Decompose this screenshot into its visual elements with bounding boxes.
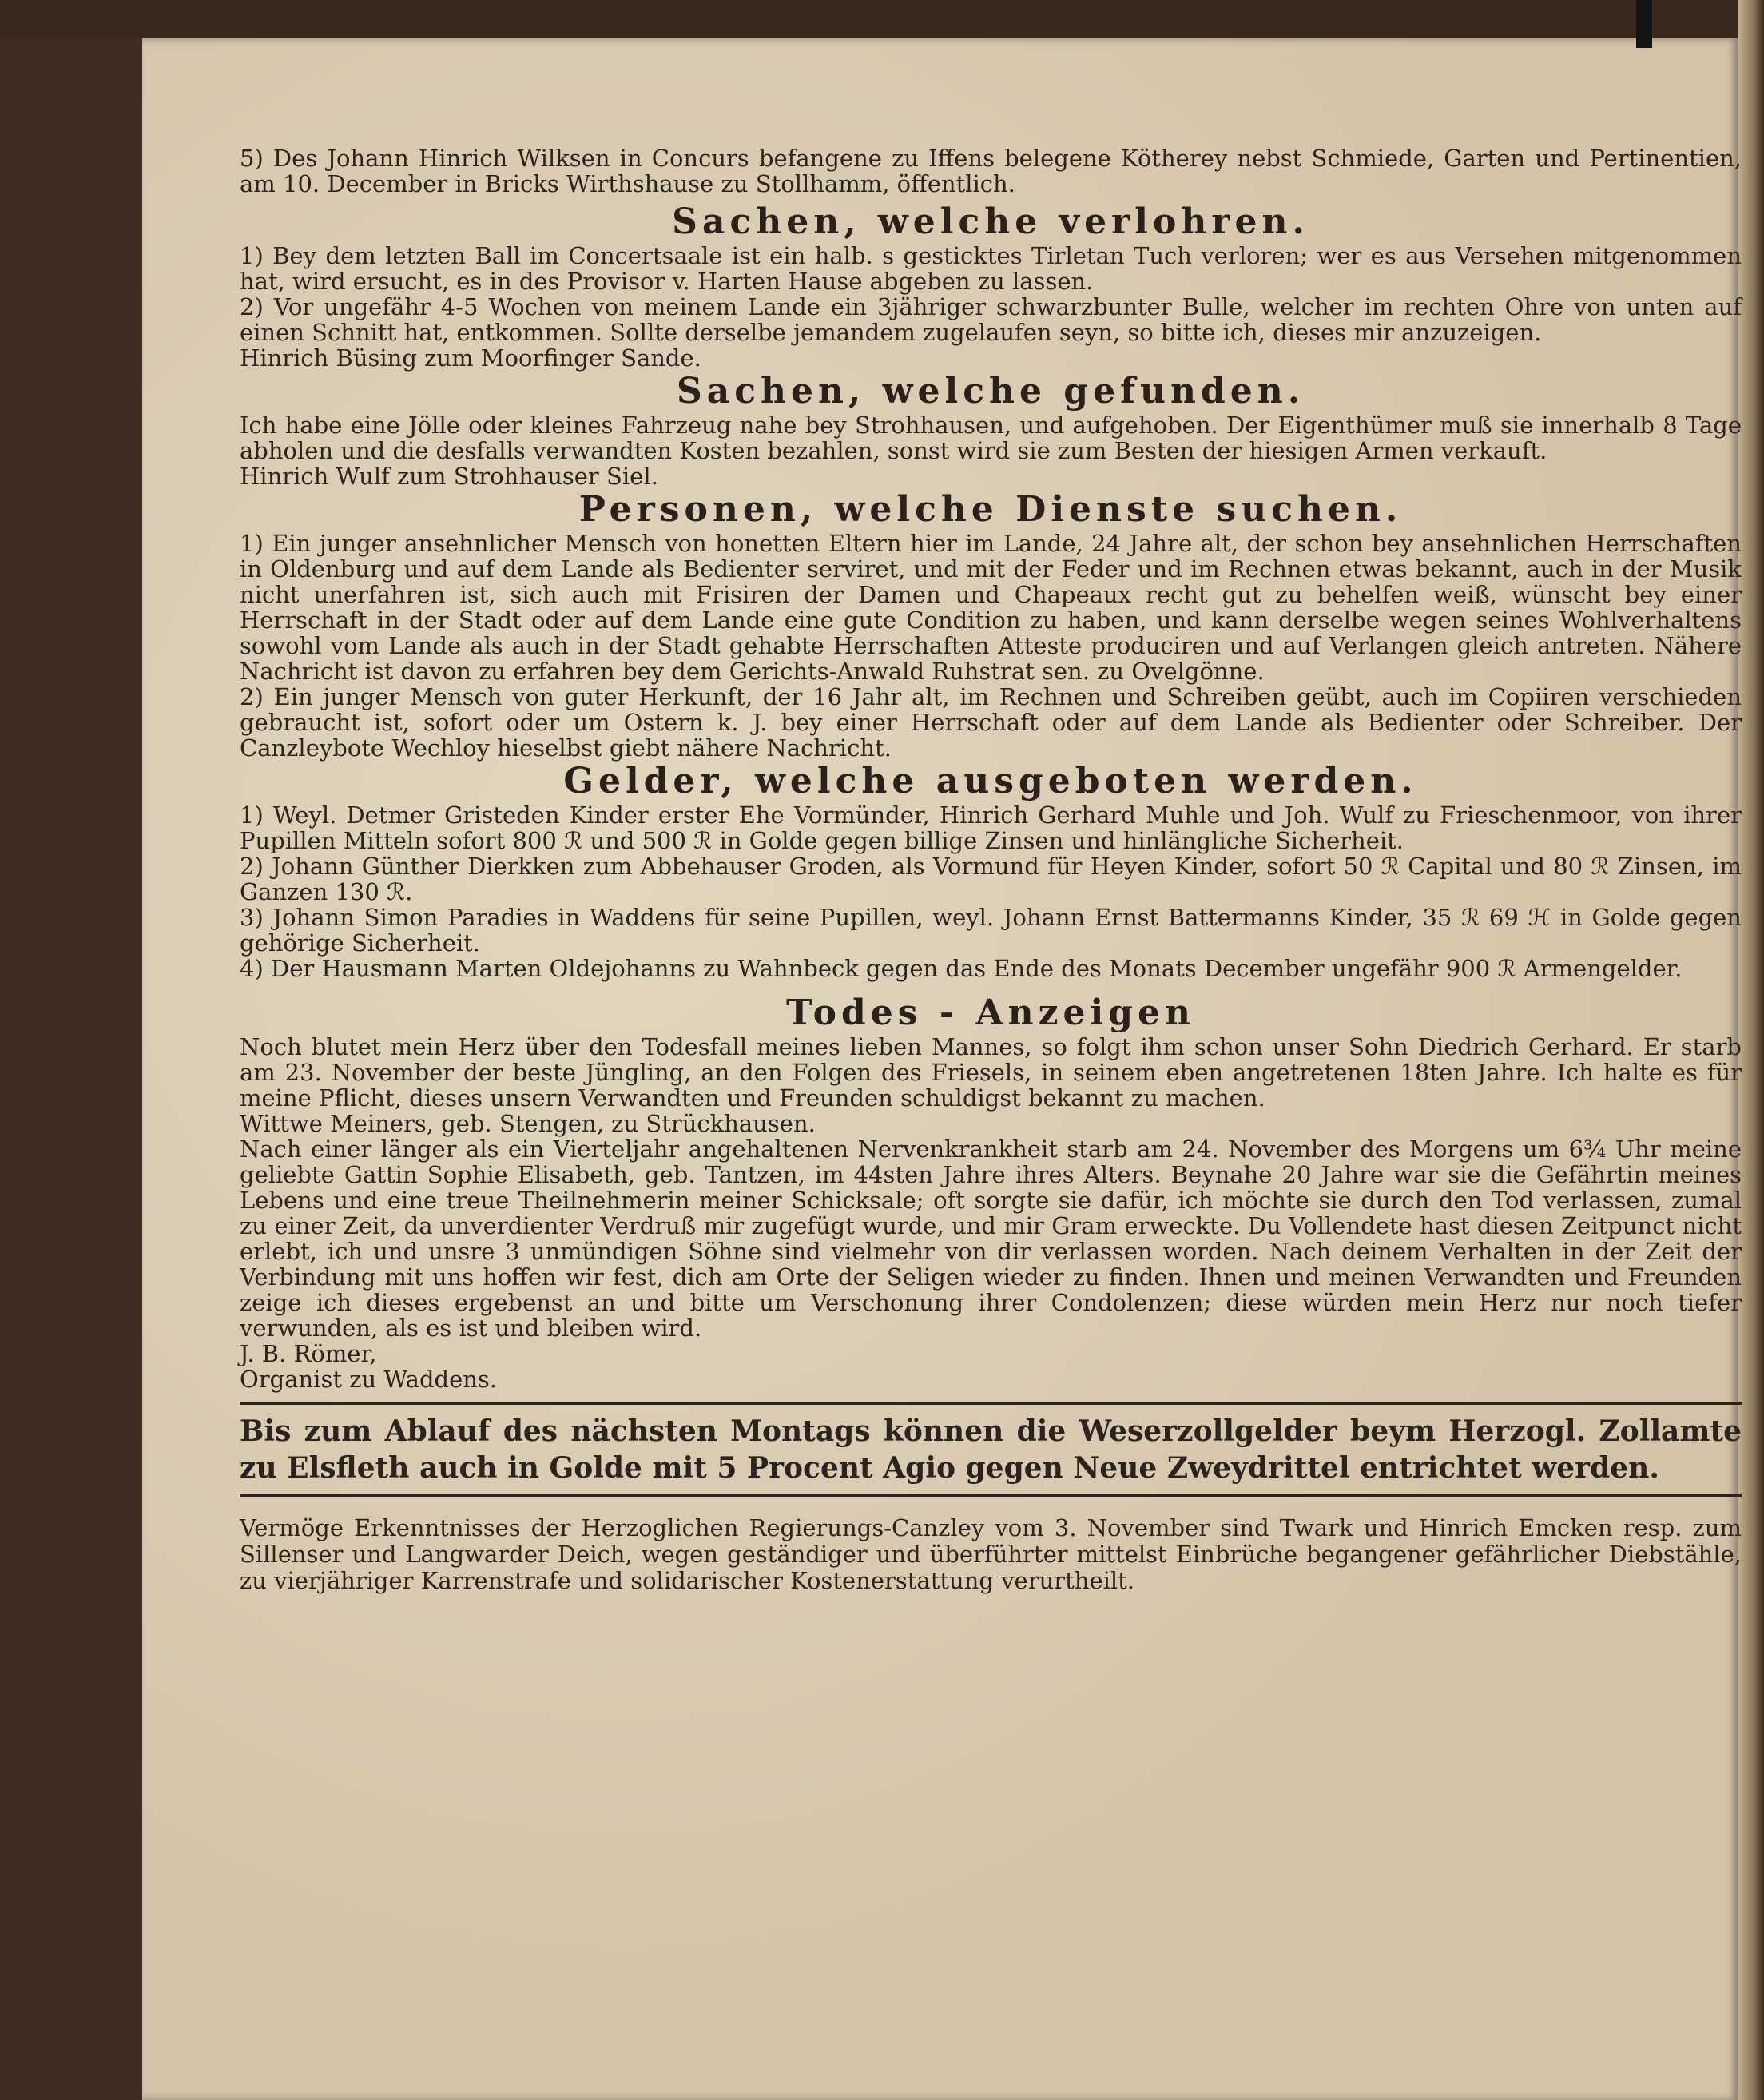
money-section <box>240 802 1742 981</box>
found-section <box>240 412 1742 489</box>
verdict-text: Vermöge Erkenntnisses der Herzoglichen Regierungs-Canzley vom 3. November sind Twark und Hinrich Emcken resp. zum Sillenser und Langwarder Deich, wegen geständiger und überführter mittelst Einbrüche begangener gefährlicher Diebstähle, zu vierjähriger Karrenstrafe und solidarischer Kostenerstattung verurtheilt. <box>240 1514 1742 1594</box>
deaths-section <box>240 1034 1742 1392</box>
lost-section <box>240 243 1742 371</box>
money-item-2: 2) Johann Günther Dierkken zum Abbehauser Groden, als Vormund für Heyen Kinder, sofort 50 ℛ Capital und 80 ℛ Zinsen, im Ganzen 130 ℛ. <box>240 853 1742 905</box>
divider-bottom <box>240 1494 1742 1497</box>
found-item-1: Ich habe eine Jölle oder kleines Fahrzeug nahe bey Strohhausen, und aufgehoben. Der Eigenthümer muß sie innerhalb 8 Tage abholen und die desfalls verwandten Kosten bezahlen, sonst wird sie zum Besten der hiesigen Armen verkauft. <box>240 412 1742 464</box>
bookmark-ribbon <box>1636 0 1652 48</box>
money-item-1: 1) Weyl. Detmer Gristeden Kinder erster Ehe Vormünder, Hinrich Gerhard Muhle und Joh. Wulf zu Frieschenmoor, von ihrer Pupillen Mitteln sofort 800 ℛ und 500 ℛ in Golde gegen billige Zinsen und hinlängliche Sicherheit. <box>240 801 1742 854</box>
page-content <box>240 145 1742 1594</box>
death-signature-2a: J. B. Römer, <box>240 1340 377 1367</box>
death-notice-1: Noch blutet mein Herz über den Todesfall meines lieben Mannes, so folgt ihm schon unser Sohn Diedrich Gerhard. Er starb am 23. November der beste Jüngling, an den Folgen des Friesels, in seinem eben angetretenen 18ten Jahre. Ich halte es für meine Pflicht, dieses unsern Verwandten und Freunden schuldigst bekannt zu machen. <box>240 1033 1742 1112</box>
persons-heading: Personen, welche Dienste suchen. <box>578 489 1403 530</box>
lost-item-2: 2) Vor ungefähr 4-5 Wochen von meinem Lande ein 3jähriger schwarzbunter Bulle, welcher im rechten Ohre von unten auf einen Schnitt hat, entkommen. Sollte derselbe jemandem zugelaufen seyn, so bitte ich, dieses mir anzuzeigen. <box>240 293 1742 346</box>
book-gutter <box>1738 0 1764 2100</box>
death-signature-1: Wittwe Meiners, geb. Stengen, zu Strückhausen. <box>240 1110 816 1137</box>
item-5-text: 5) Des Johann Hinrich Wilksen in Concurs befangene zu Iffens belegene Kötherey nebst Schmiede, Garten und Pertinentien, am 10. December in Bricks Wirthshause zu Stollhamm, öffentlich. <box>240 145 1742 197</box>
found-signature: Hinrich Wulf zum Strohhauser Siel. <box>240 463 658 490</box>
lost-item-1: 1) Bey dem letzten Ball im Concertsaale ist ein halb. s gesticktes Tirletan Tuch verloren; wer es aus Versehen mitgenommen hat, wird ersucht, es in des Provisor v. Harten Hause abgeben zu lassen. <box>240 242 1742 295</box>
top-background <box>0 0 1764 38</box>
persons-section <box>240 531 1742 761</box>
persons-item-2: 2) Ein junger Mensch von guter Herkunft, der 16 Jahr alt, im Rechnen und Schreiben geübt, auch im Copiiren verschieden gebraucht ist, sofort oder um Ostern k. J. bey einer Herrschaft oder auf dem Lande als Bedienter oder Schreiber. Der Canzleybote Wechloy hieselbst giebt nähere Nachricht. <box>240 683 1742 762</box>
lost-signature: Hinrich Büsing zum Moorfinger Sande. <box>240 344 701 372</box>
money-item-4: 4) Der Hausmann Marten Oldejohanns zu Wahnbeck gegen das Ende des Monats December ungefähr 900 ℛ Armengelder. <box>240 955 1683 982</box>
verdict-section <box>240 1515 1742 1594</box>
money-heading: Gelder, welche ausgeboten werden. <box>563 761 1418 801</box>
lost-heading: Sachen, welche verlohren. <box>672 201 1309 242</box>
auction-item-5 <box>240 145 1742 197</box>
money-item-3: 3) Johann Simon Paradies in Waddens für seine Pupillen, weyl. Johann Ernst Battermanns Kinder, 35 ℛ 69 ℋ in Golde gegen gehörige Sicherheit. <box>240 904 1742 957</box>
customs-notice: Bis zum Ablauf des nächsten Montags können die Weserzollgelder beym Herzogl. Zollamte zu Elsfleth auch in Golde mit 5 Procent Agio gegen Neue Zweydrittel entrichtet werden. <box>240 1414 1742 1485</box>
death-notice-2: Nach einer länger als ein Vierteljahr angehaltenen Nervenkrankheit starb am 24. November des Morgens um 6¾ Uhr meine geliebte Gattin Sophie Elisabeth, geb. Tantzen, im 44sten Jahre ihres Alters. Beynahe 20 Jahre war sie die Gefährtin meines Lebens und eine treue Theilnehmerin meiner Schicksale; oft sorgte sie dafür, ich möchte sie durch den Tod verlassen, zumal zu einer Zeit, da unverdienter Verdruß mir zugefügt wurde, und mir Gram erweckte. Du Vollendete hast diesen Zeitpunct nicht erlebt, ich und unsre 3 unmündigen Söhne sind vielmehr von dir verlassen worden. Nach deinem Verhalten in der Zeit der Verbindung mit uns hoffen wir fest, dich am Orte der Seligen wieder zu finden. Ihnen und meinen Verwandten und Freunden zeige ich dieses ergebenst an und bitte um Verschonung ihrer Condolenzen; diese würden mein Herz nur noch tiefer verwunden, als es ist und bleiben wird. <box>240 1136 1742 1342</box>
divider-top <box>240 1402 1742 1405</box>
deaths-heading: Todes - Anzeigen <box>785 992 1196 1033</box>
found-heading: Sachen, welche gefunden. <box>676 371 1305 412</box>
persons-item-1: 1) Ein junger ansehnlicher Mensch von honetten Eltern hier im Lande, 24 Jahre alt, der schon bey ansehnlichen Herrschaften in Oldenburg und auf dem Lande als Bedienter serviret, und mit der Feder und im Rechnen etwas bekannt, auch in der Musik nicht unerfahren ist, sich auch mit Frisiren der Damen und Chapeaux recht gut zu behelfen weiß, wünscht bey einer Herrschaft in der Stadt oder auf dem Lande eine gute Condition zu haben, und kann derselbe wegen seines Wohlverhaltens sowohl vom Lande als auch in der Stadt gehabte Herrschaften Atteste produciren und auf Verlangen gleich antreten. Nähere Nachricht ist davon zu erfahren bey dem Gerichts-Anwald Ruhstrat sen. zu Ovelgönne. <box>240 530 1742 685</box>
death-signature-2b: Organist zu Waddens. <box>240 1366 498 1393</box>
